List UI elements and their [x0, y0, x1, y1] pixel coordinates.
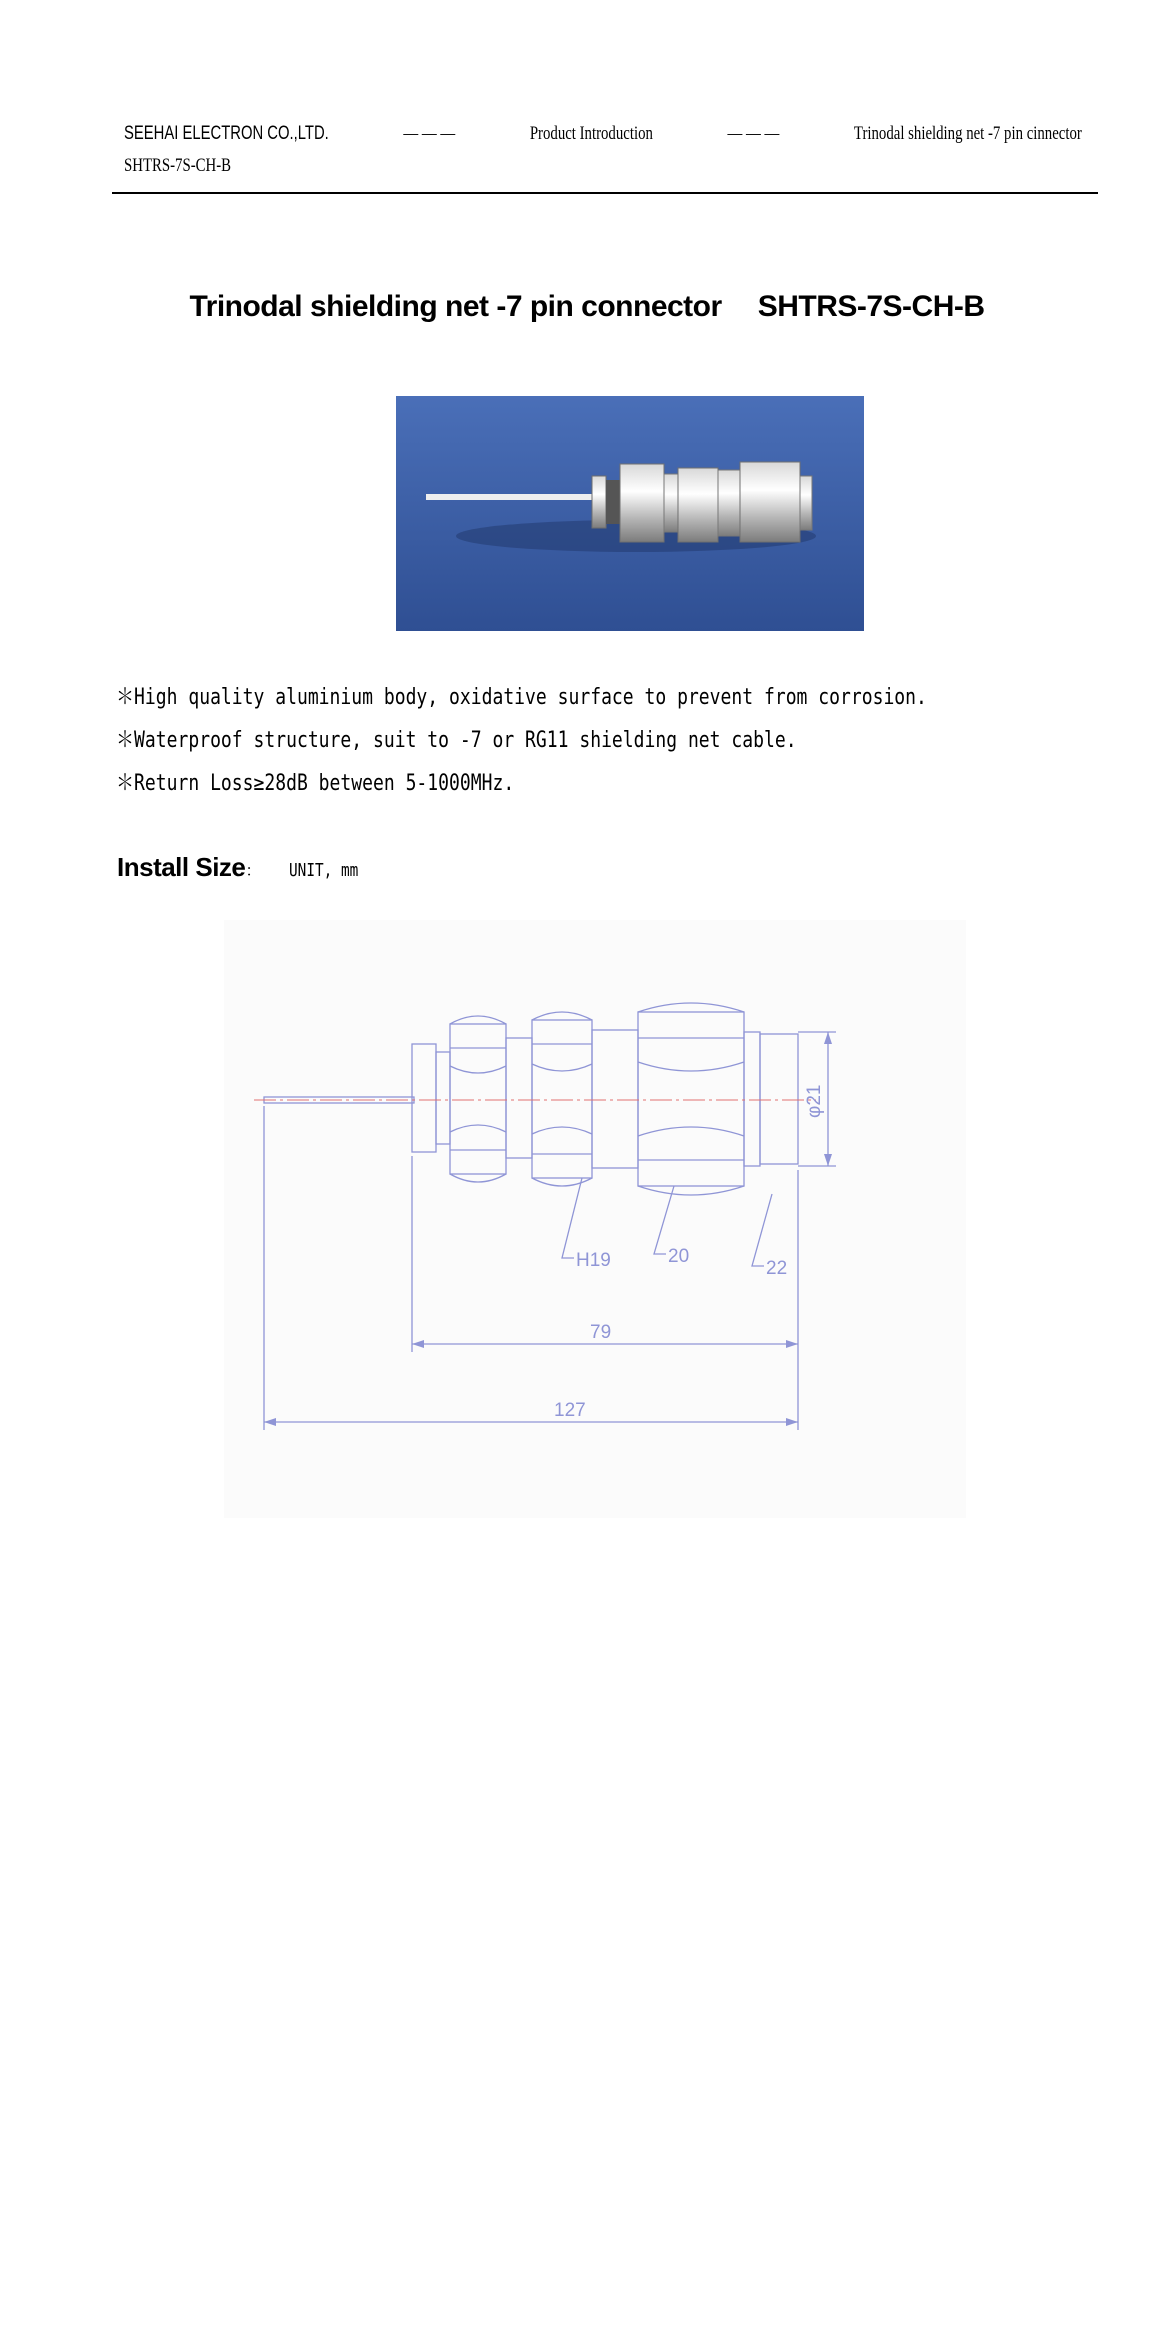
page-header	[124, 118, 1082, 182]
install-size-label: Install Size	[117, 852, 246, 882]
header-divider	[112, 192, 1098, 194]
dimension-diameter: φ21	[804, 1084, 825, 1118]
header-separator: — — —	[403, 123, 456, 144]
hex-label-22: 22	[766, 1258, 788, 1279]
header-product-name: Trinodal shielding net -7 pin cinnector	[853, 123, 1082, 144]
header-separator: — — —	[727, 123, 780, 144]
feature-item: ＊High quality aluminium body, oxidative surface to prevent from corrosion.	[116, 685, 927, 710]
header-line	[124, 118, 1082, 150]
title-product-name: Trinodal shielding net -7 pin connector	[189, 290, 722, 323]
hex-label-20: 20	[668, 1246, 690, 1267]
header-section: Product Introduction	[529, 123, 653, 144]
install-size	[117, 852, 376, 883]
company-name: SEEHAI ELECTRON CO.,LTD.	[124, 123, 329, 144]
feature-item: ＊Return Loss≥28dB between 5-1000MHz.	[116, 771, 515, 796]
feature-list	[116, 676, 1116, 805]
dimension-body-length: 79	[590, 1322, 612, 1343]
header-product-code: SHTRS-7S-CH-B	[124, 155, 232, 176]
feature-item: ＊Waterproof structure, suit to -7 or RG11 shielding net cable.	[116, 728, 797, 753]
hex-label-h19: H19	[576, 1250, 611, 1271]
install-size-unit: UNIT, mm	[289, 860, 359, 881]
dimension-total-length: 127	[554, 1400, 586, 1421]
product-photo	[396, 396, 864, 631]
install-size-colon: ：	[245, 863, 262, 880]
technical-drawing	[224, 920, 966, 1518]
title-product-code: SHTRS-7S-CH-B	[757, 290, 985, 323]
page-title	[0, 290, 1174, 324]
